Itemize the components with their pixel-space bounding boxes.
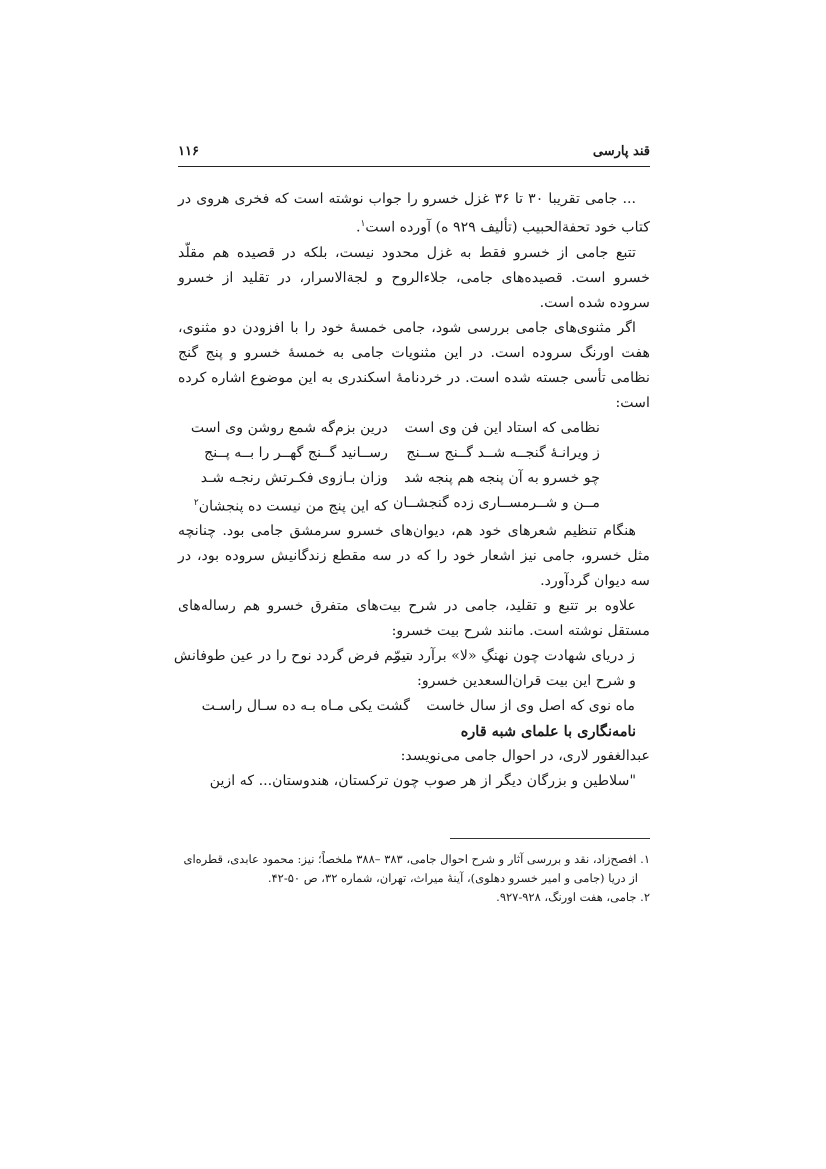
verse-block-1: [178, 416, 650, 520]
verse-line: [178, 694, 635, 719]
paragraph-5: علاوه بر تتبع و تقلید، جامی در شرح بیت‌های متفرق خسرو هم رساله‌های مستقل نوشته است. مانند شرح بیت خسرو:: [178, 598, 650, 640]
footnote-1: ۱. افصح‌زاد، نقد و بررسی آثار و شرح احوال جامی، ۳۸۳ –۳۸۸ ملخصاً؛ نیز: محمود عابدی، قطره‌ای: [183, 852, 650, 866]
verse-hemistich-1: مــن و شــرمســاری زده گنجشــان: [393, 494, 600, 511]
paragraph-1-text: ... جامی تقریبا ۳۰ تا ۳۶ غزل خسرو را جواب نوشته است که فخری هروی در کتاب خود تحفةالحبیب (تألیف ۹۲۹ ه) آورده است: [178, 191, 650, 236]
verse-hemistich-1: ز دریای شهادت چون نهنگِ «لا» برآرد سر: [393, 648, 635, 665]
verse-hemistich-1: چو خسرو به آن پنجه هم پنجه شد: [404, 469, 600, 486]
footnote-1-continued: از دریا (جامی و امیر خسرو دهلوی)، آینهٔ میراث، تهران، شماره ۳۲، ص ۵۰-۴۲.: [267, 871, 638, 885]
verse-block-2: [173, 644, 650, 669]
verse-line: [178, 466, 600, 491]
verse-text: که این پنج من نیست ده پنجشان: [198, 498, 388, 515]
verse-hemistich-2: گشت یکی مـاه بـه ده سـال راسـت: [201, 698, 410, 715]
footnotes: [178, 850, 650, 907]
footnote-2: ۲. جامی، هفت اورنگ، ۹۲۸-۹۲۷.: [496, 890, 650, 904]
section-heading: نامه‌نگاری با علمای شبه قاره: [460, 723, 636, 741]
verse-line: [178, 441, 600, 466]
verse-hemistich-1: ز ویرانـهٔ گنجــه شــد گــنج ســنج: [406, 444, 600, 461]
verse-hemistich-2: وزان بـازوی فکـرتش رنجـه شـد: [200, 469, 388, 486]
verse-hemistich-2: [194, 491, 388, 520]
verse-hemistich-2: تیمّم فرض گردد نوح را در عین طوفانش: [173, 648, 410, 665]
verse-line: [178, 416, 600, 441]
verse-line: [173, 644, 635, 669]
verse-hemistich-2: درین بزم‌گه شمع روشن وی است: [190, 419, 388, 436]
verse-hemistich-2: رســانید گــنج گهــر را بــه پــنج: [204, 444, 388, 461]
footnote-ref-1: ۱: [360, 219, 366, 229]
paragraph-8: "سلاطین و بزرگان دیگر از هر صوب چون ترکستان، هندوستان... که ازین: [209, 773, 636, 790]
verse-hemistich-1: ماه نوی که اصل وی از سال خاست: [426, 698, 635, 715]
footnote-ref-2: ۲: [193, 497, 199, 508]
paragraph-1-end: .: [356, 219, 361, 236]
footnote-divider: [450, 838, 650, 839]
header-title: قند پارسی: [592, 144, 650, 159]
verse-block-3: [178, 694, 650, 719]
running-header: [178, 140, 650, 167]
verse-line: [178, 491, 600, 520]
paragraph-6: و شرح این بیت قران‌السعدین خسرو:: [417, 673, 636, 690]
paragraph-7: عبدالغفور لاری، در احوال جامی می‌نویسد:: [400, 748, 650, 765]
main-text: [173, 187, 650, 794]
paragraph-2: تتبع جامی از خسرو فقط به غزل محدود نیست، بلکه در قصیده هم مقلّد خسرو است. قصیده‌های جامی، جلاءالروح و لجةالاسرار، در تقلید از خسرو سروده شده است.: [178, 244, 650, 311]
paragraph-1: [178, 187, 650, 241]
paragraph-4: هنگام تنظیم شعرهای خود هم، دیوان‌های خسرو سرمشق جامی بود. چنانچه مثل خسرو، جامی نیز اشعار خود را که در سه مقطع زندگانیش سروده بود، در سه دیوان گردآورد.: [178, 523, 650, 590]
page-number: ۱۱۶: [178, 144, 199, 159]
paragraph-3: اگر مثنوی‌های جامی بررسی شود، جامی خمسهٔ خود را با افزودن دو مثنوی، هفت اورنگ سروده است. در این مثنویات جامی به خمسهٔ خسرو و پنج گنج نظامی تأسی جسته شده است. در خردنامهٔ اسکندری به این موضوع اشاره کرده است:: [178, 319, 650, 411]
verse-hemistich-1: نظامی که استاد این فن وی است: [404, 419, 600, 436]
